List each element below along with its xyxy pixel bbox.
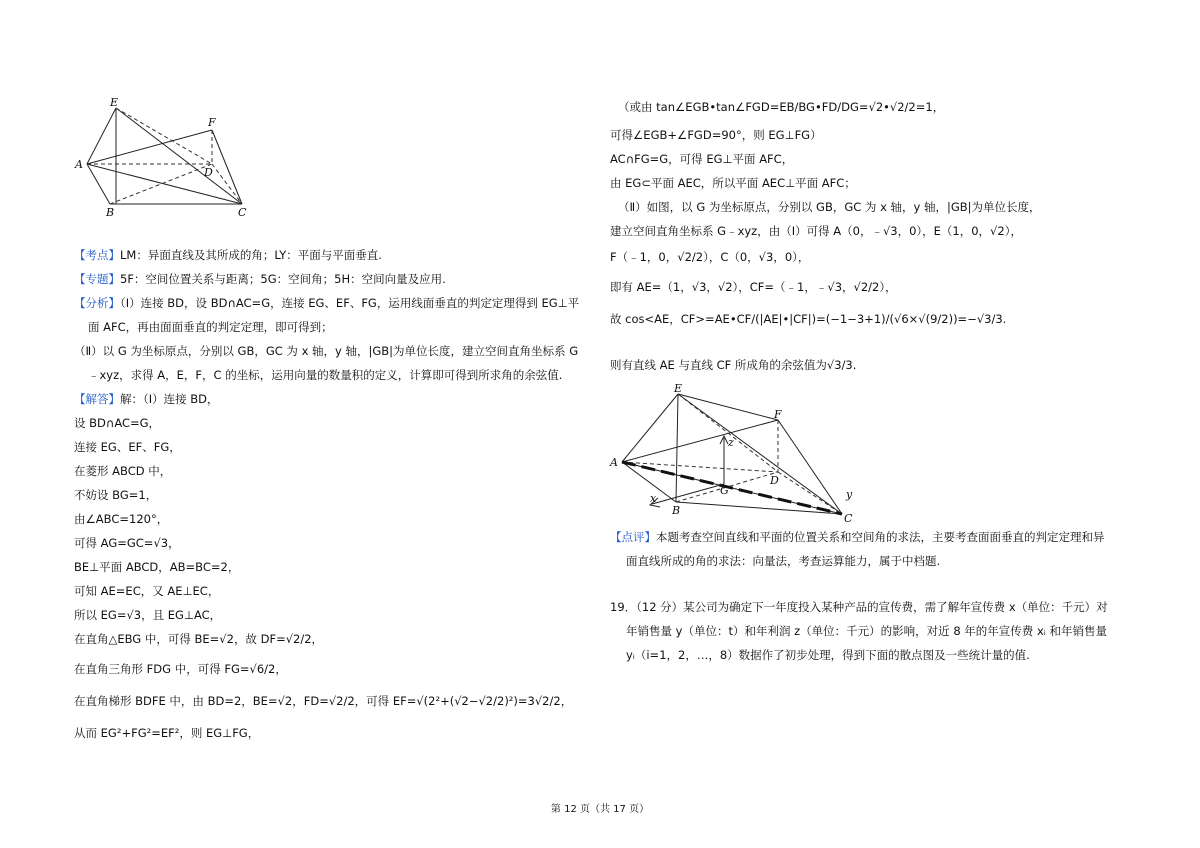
fenxi-line: ﹣xyz，求得 A，E，F，C 的坐标，运用向量的数量积的定义，计算即可得到所求角的余弦值. <box>88 368 563 382</box>
question-19-line: 年销售量 y（单位：t）和年利润 z（单位：千元）的影响，对近 8 年的年宣传费 xᵢ 和年销售量 <box>626 624 1107 638</box>
solution-line: 设 BD∩AC=G， <box>74 416 161 430</box>
point-label: E <box>674 382 683 395</box>
solution-line: F（﹣1，0，√2/2），C（0，√3，0）， <box>610 250 810 264</box>
point-label: D <box>204 166 213 179</box>
solution-line: 由 EG⊂平面 AEC，所以平面 AEC⊥平面 AFC； <box>610 176 856 190</box>
fenxi-line: （Ⅰ）连接 BD，设 BD∩AC=G，连接 EG、EF、FG，运用线面垂直的判定定理得到 EG⊥平 <box>120 296 580 310</box>
edge <box>622 394 678 462</box>
edge <box>87 164 242 204</box>
figure-solid-1 <box>70 92 260 222</box>
point-label: A <box>610 456 618 469</box>
zhuanti-tag: 【专题】 <box>74 272 120 286</box>
fenxi-line: 面 AFC，再由面面垂直的判定定理，即可得到； <box>88 320 333 334</box>
edge <box>116 108 242 204</box>
solution-line: 从而 EG²+FG²=EF²，则 EG⊥FG， <box>74 726 260 740</box>
fenxi-tag: 【分析】 <box>74 296 120 310</box>
kaodian-tag: 【考点】 <box>74 248 120 262</box>
solution-line: 建立空间直角坐标系 G﹣xyz，由（Ⅰ）可得 A（0，﹣√3，0），E（1，0，√2）， <box>610 224 1022 238</box>
solution-line: 在直角三角形 FDG 中，可得 FG=√6/2， <box>74 662 287 676</box>
point-label: G <box>720 484 729 497</box>
edge <box>676 394 678 502</box>
solution-line: （Ⅱ）如图，以 G 为坐标原点，分别以 GB，GC 为 x 轴，y 轴，|GB|为单位长度， <box>618 200 1041 214</box>
solution-line: BE⊥平面 ABCD，AB=BC=2， <box>74 560 240 574</box>
hidden-edge <box>110 164 212 204</box>
solution-line: 连接 EG、EF、FG， <box>74 440 181 454</box>
point-label: E <box>110 96 119 109</box>
edge <box>87 130 212 164</box>
solution-line: AC∩FG=G，可得 EG⊥平面 AFC， <box>610 152 794 166</box>
dianping-text: 面直线所成的角的求法：向量法，考查运算能力，属于中档题. <box>626 554 941 568</box>
point-label: B <box>672 504 681 517</box>
question-19-line: yᵢ（i=1，2，…，8）数据作了初步处理，得到下面的散点图及一些统计量的值. <box>626 648 1030 662</box>
solution-line: （或由 tan∠EGB•tan∠FGD=EB/BG•FD/DG=√2•√2/2=1， <box>618 100 945 114</box>
point-label: C <box>844 512 853 525</box>
solution-line: 可知 AE=EC，又 AE⊥EC， <box>74 584 220 598</box>
solution-line: 在直角梯形 BDFE 中，由 BD=2，BE=√2，FD=√2/2，可得 EF=√(2²+(√2−√2/2)²)=3√2/2， <box>74 694 573 708</box>
solution-line: 即有 AE=（1，√3，√2），CF=（﹣1，﹣√3，√2/2）， <box>610 280 897 294</box>
jieda-tag: 【解答】 <box>74 392 120 406</box>
point-label: D <box>770 474 779 487</box>
fenxi-line: （Ⅱ）以 G 为坐标原点，分别以 GB，GC 为 x 轴，y 轴，|GB|为单位长度，建立空间直角坐标系 G <box>74 344 579 358</box>
axis-label: y <box>846 488 853 501</box>
jieda-text: 解：（Ⅰ）连接 BD， <box>120 392 219 406</box>
dianping-tag: 【点评】 <box>610 530 656 544</box>
point-label: F <box>774 408 782 421</box>
zhuanti-text: 5F：空间位置关系与距离；5G：空间角；5H：空间向量及应用. <box>120 272 446 286</box>
hidden-edge <box>678 394 778 472</box>
edge <box>678 394 778 420</box>
solution-line: 故 cos<AE，CF>=AE•CF/(|AE|•|CF|)=(−1−3+1)/(√6×√(9/2))=−√3/3. <box>610 312 1007 326</box>
hidden-edge <box>116 108 212 164</box>
edge <box>87 164 110 204</box>
edge <box>622 420 778 462</box>
edge <box>87 108 116 164</box>
point-label: A <box>75 158 83 171</box>
point-label: C <box>238 206 247 219</box>
solution-line: 可得 AG=GC=√3， <box>74 536 180 550</box>
solution-line: 可得∠EGB+∠FGD=90°，则 EG⊥FG） <box>610 128 822 142</box>
solution-line: 在菱形 ABCD 中， <box>74 464 172 478</box>
page-footer: 第 12 页（共 17 页） <box>550 804 650 815</box>
point-label: F <box>208 116 216 129</box>
solution-line: 由∠ABC=120°， <box>74 512 169 526</box>
x-axis-line <box>652 484 724 504</box>
solution-line: 不妨设 BG=1， <box>74 488 158 502</box>
kaodian-text: LM：异面直线及其所成的角；LY：平面与平面垂直. <box>120 248 382 262</box>
axis-label: x <box>650 492 657 505</box>
axis-label: z <box>728 436 734 449</box>
solution-line: 所以 EG=√3，且 EG⊥AC， <box>74 608 222 622</box>
point-label: B <box>106 206 115 219</box>
solution-line: 则有直线 AE 与直线 CF 所成角的余弦值为√3/3. <box>610 358 857 372</box>
figure-solid-2 <box>606 380 866 525</box>
question-19-line: 19．（12 分）某公司为确定下一年度投入某种产品的宣传费，需了解年宣传费 x（单位：千元）对 <box>610 600 1108 614</box>
solution-line: 在直角△EBG 中，可得 BE=√2，故 DF=√2/2， <box>74 632 324 646</box>
dianping-text: 本题考查空间直线和平面的位置关系和空间角的求法，主要考查面面垂直的判定定理和异 <box>656 530 1105 544</box>
